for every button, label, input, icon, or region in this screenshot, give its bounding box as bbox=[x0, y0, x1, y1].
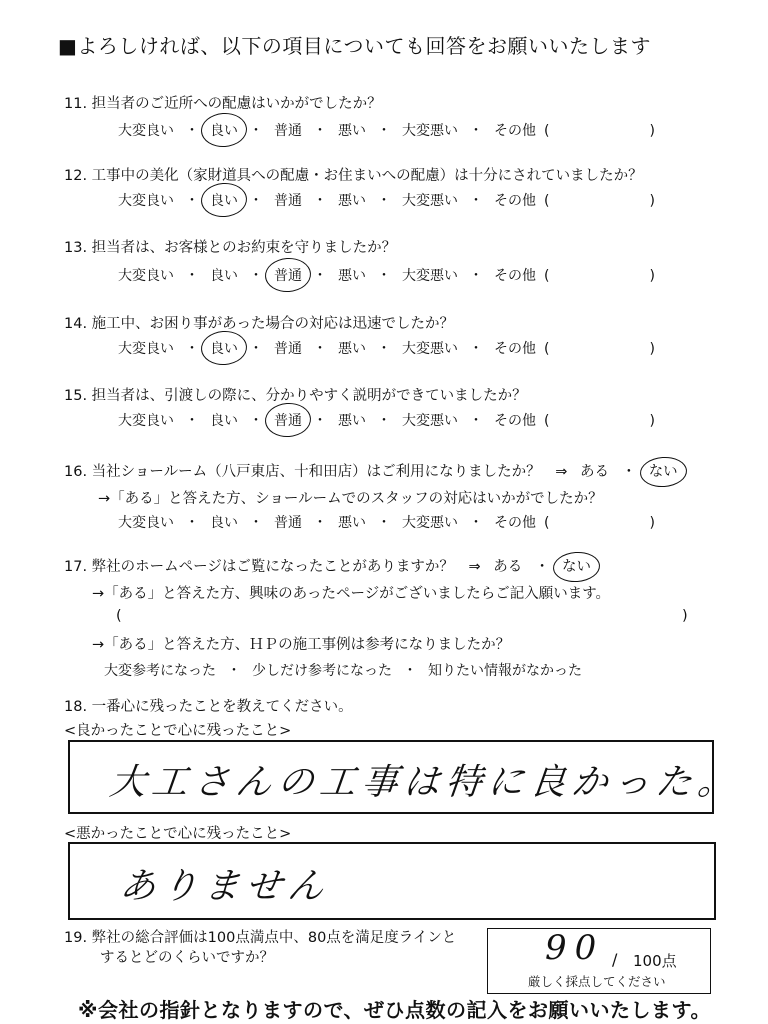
separator: ・ bbox=[313, 193, 327, 209]
option-normal-selected[interactable]: 普通 bbox=[274, 265, 302, 285]
answer-no-selected[interactable]: ない bbox=[561, 559, 591, 575]
option-other[interactable]: その他 bbox=[494, 123, 536, 139]
option-very-helpful[interactable]: 大変参考になった bbox=[104, 663, 216, 679]
option-very-good[interactable]: 大変良い bbox=[118, 515, 174, 531]
question-15: 15. 担当者は、引渡しの際に、分かりやすく説明ができていましたか？ bbox=[64, 388, 527, 404]
option-slightly-helpful[interactable]: 少しだけ参考になった bbox=[252, 663, 392, 679]
separator: ・ bbox=[377, 268, 391, 284]
option-good-selected[interactable]: 良い bbox=[210, 190, 238, 210]
paren-open: ( bbox=[544, 123, 550, 139]
separator: ・ bbox=[377, 413, 391, 429]
option-normal-selected[interactable]: 普通 bbox=[274, 410, 302, 430]
option-very-good[interactable]: 大変良い bbox=[118, 268, 174, 284]
separator: ・ bbox=[185, 193, 199, 209]
separator: ・ bbox=[469, 123, 483, 139]
good-memory-answer: 大工さんの工事は特に良かった。 bbox=[107, 762, 742, 803]
separator: ・ bbox=[313, 123, 327, 139]
score-slash: / bbox=[612, 950, 618, 969]
score-value: 90 bbox=[545, 928, 605, 968]
separator: ・ bbox=[185, 341, 199, 357]
option-bad[interactable]: 悪い bbox=[338, 268, 366, 284]
question-12: 12. 工事中の美化（家財道具への配慮・お住まいへの配慮）は十分にされていましたか？ bbox=[64, 168, 643, 184]
option-very-good[interactable]: 大変良い bbox=[118, 341, 174, 357]
arrow-icon: ⇒ bbox=[468, 559, 481, 575]
option-bad[interactable]: 悪い bbox=[338, 413, 366, 429]
separator: ・ bbox=[377, 515, 391, 531]
separator: ・ bbox=[249, 341, 263, 357]
option-other[interactable]: その他 bbox=[494, 341, 536, 357]
separator: ・ bbox=[185, 268, 199, 284]
paren-close: ) bbox=[649, 413, 655, 429]
separator: ・ bbox=[185, 413, 199, 429]
question-13: 13. 担当者は、お客様とのお約束を守りましたか？ bbox=[64, 240, 397, 256]
options-17 bbox=[104, 660, 582, 680]
option-very-bad[interactable]: 大変悪い bbox=[402, 413, 458, 429]
question-16 bbox=[64, 460, 678, 481]
separator: ・ bbox=[469, 515, 483, 531]
good-memory-box[interactable] bbox=[68, 740, 742, 814]
option-bad[interactable]: 悪い bbox=[338, 341, 366, 357]
separator: ・ bbox=[313, 515, 327, 531]
separator: ・ bbox=[469, 341, 483, 357]
question-17-text: 17. 弊社のホームページはご覧になったことがありますか？ bbox=[64, 559, 454, 575]
good-memory-label: <良かったことで心に残ったこと> bbox=[64, 723, 292, 739]
bad-memory-answer: ありません bbox=[117, 866, 332, 907]
option-normal[interactable]: 普通 bbox=[274, 193, 302, 209]
option-bad[interactable]: 悪い bbox=[338, 515, 366, 531]
options-16 bbox=[118, 512, 655, 532]
question-18: 18. 一番心に残ったことを教えてください。 bbox=[64, 699, 353, 715]
options-14 bbox=[118, 338, 655, 358]
option-very-good[interactable]: 大変良い bbox=[118, 123, 174, 139]
question-17-sub1: →「ある」と答えた方、興味のあったページがございましたらご記入願います。 bbox=[92, 586, 611, 602]
footer-note: ※会社の指針となりますので、ぜひ点数の記入をお願いいたします。 bbox=[78, 998, 711, 1022]
separator: ・ bbox=[621, 464, 637, 480]
question-11: 11. 担当者のご近所への配慮はいかがでしたか？ bbox=[64, 96, 382, 112]
option-very-bad[interactable]: 大変悪い bbox=[402, 268, 458, 284]
options-11 bbox=[118, 120, 655, 140]
answer-yes[interactable]: ある bbox=[493, 559, 523, 575]
score-note: 厳しく採点してください bbox=[528, 974, 666, 989]
separator: ・ bbox=[377, 123, 391, 139]
separator: ・ bbox=[249, 413, 263, 429]
option-very-bad[interactable]: 大変悪い bbox=[402, 123, 458, 139]
question-14: 14. 施工中、お困り事があった場合の対応は迅速でしたか？ bbox=[64, 316, 455, 332]
separator: ・ bbox=[249, 515, 263, 531]
question-19-line1: 19. 弊社の総合評価は100点満点中、80点を満足度ラインと bbox=[64, 930, 457, 946]
option-other[interactable]: その他 bbox=[494, 413, 536, 429]
paren-open: ( bbox=[544, 193, 550, 209]
option-good[interactable]: 良い bbox=[210, 413, 238, 429]
paren-open: ( bbox=[544, 268, 550, 284]
separator: ・ bbox=[313, 268, 327, 284]
separator: ・ bbox=[469, 268, 483, 284]
option-bad[interactable]: 悪い bbox=[338, 193, 366, 209]
answer-yes[interactable]: ある bbox=[579, 464, 609, 480]
option-very-bad[interactable]: 大変悪い bbox=[402, 515, 458, 531]
option-good-selected[interactable]: 良い bbox=[210, 120, 238, 140]
score-max: 100点 bbox=[633, 952, 677, 970]
option-very-bad[interactable]: 大変悪い bbox=[402, 341, 458, 357]
option-other[interactable]: その他 bbox=[494, 515, 536, 531]
separator: ・ bbox=[185, 123, 199, 139]
page-interest-input[interactable] bbox=[130, 608, 670, 626]
option-good[interactable]: 良い bbox=[210, 515, 238, 531]
option-bad[interactable]: 悪い bbox=[338, 123, 366, 139]
separator: ・ bbox=[469, 193, 483, 209]
question-17 bbox=[64, 555, 591, 576]
paren-close: ) bbox=[649, 268, 655, 284]
answer-no-selected[interactable]: ない bbox=[648, 464, 678, 480]
separator: ・ bbox=[377, 341, 391, 357]
separator: ・ bbox=[377, 193, 391, 209]
paren-open: ( bbox=[544, 515, 550, 531]
option-normal[interactable]: 普通 bbox=[274, 123, 302, 139]
options-13 bbox=[118, 265, 655, 285]
separator: ・ bbox=[185, 515, 199, 531]
separator: ・ bbox=[249, 268, 263, 284]
bad-memory-label: <悪かったことで心に残ったこと> bbox=[64, 826, 292, 842]
question-19-line2: するとどのくらいですか？ bbox=[100, 950, 274, 966]
paren-close: ) bbox=[649, 341, 655, 357]
separator: ・ bbox=[403, 663, 417, 679]
option-very-bad[interactable]: 大変悪い bbox=[402, 193, 458, 209]
paren-close: ) bbox=[649, 193, 655, 209]
separator: ・ bbox=[249, 193, 263, 209]
options-15 bbox=[118, 410, 655, 430]
question-17-sub2: →「ある」と答えた方、ＨＰの施工事例は参考になりましたか？ bbox=[92, 637, 511, 653]
option-normal[interactable]: 普通 bbox=[274, 515, 302, 531]
separator: ・ bbox=[227, 663, 241, 679]
option-very-good[interactable]: 大変良い bbox=[118, 193, 174, 209]
paren-close: ) bbox=[682, 608, 688, 624]
arrow-icon: ⇒ bbox=[555, 464, 568, 480]
option-other[interactable]: その他 bbox=[494, 193, 536, 209]
separator: ・ bbox=[313, 341, 327, 357]
separator: ・ bbox=[249, 123, 263, 139]
paren-open: ( bbox=[544, 341, 550, 357]
option-good-selected[interactable]: 良い bbox=[210, 338, 238, 358]
option-normal[interactable]: 普通 bbox=[274, 341, 302, 357]
question-16-text: 16. 当社ショールーム（八戸東店、十和田店）はご利用になりましたか？ bbox=[64, 464, 541, 480]
option-not-found[interactable]: 知りたい情報がなかった bbox=[428, 663, 582, 679]
option-other[interactable]: その他 bbox=[494, 268, 536, 284]
option-very-good[interactable]: 大変良い bbox=[118, 413, 174, 429]
bad-memory-box[interactable] bbox=[68, 842, 716, 920]
option-good[interactable]: 良い bbox=[210, 268, 238, 284]
options-12 bbox=[118, 190, 655, 210]
page-header: ■よろしければ、以下の項目についても回答をお願いいたします bbox=[58, 34, 651, 58]
separator: ・ bbox=[534, 559, 550, 575]
paren-open: ( bbox=[544, 413, 550, 429]
paren-close: ) bbox=[649, 123, 655, 139]
question-16-sub: →「ある」と答えた方、ショールームでのスタッフの対応はいかがでしたか？ bbox=[98, 491, 603, 507]
separator: ・ bbox=[469, 413, 483, 429]
paren-close: ) bbox=[649, 515, 655, 531]
separator: ・ bbox=[313, 413, 327, 429]
paren-open: ( bbox=[116, 608, 122, 624]
